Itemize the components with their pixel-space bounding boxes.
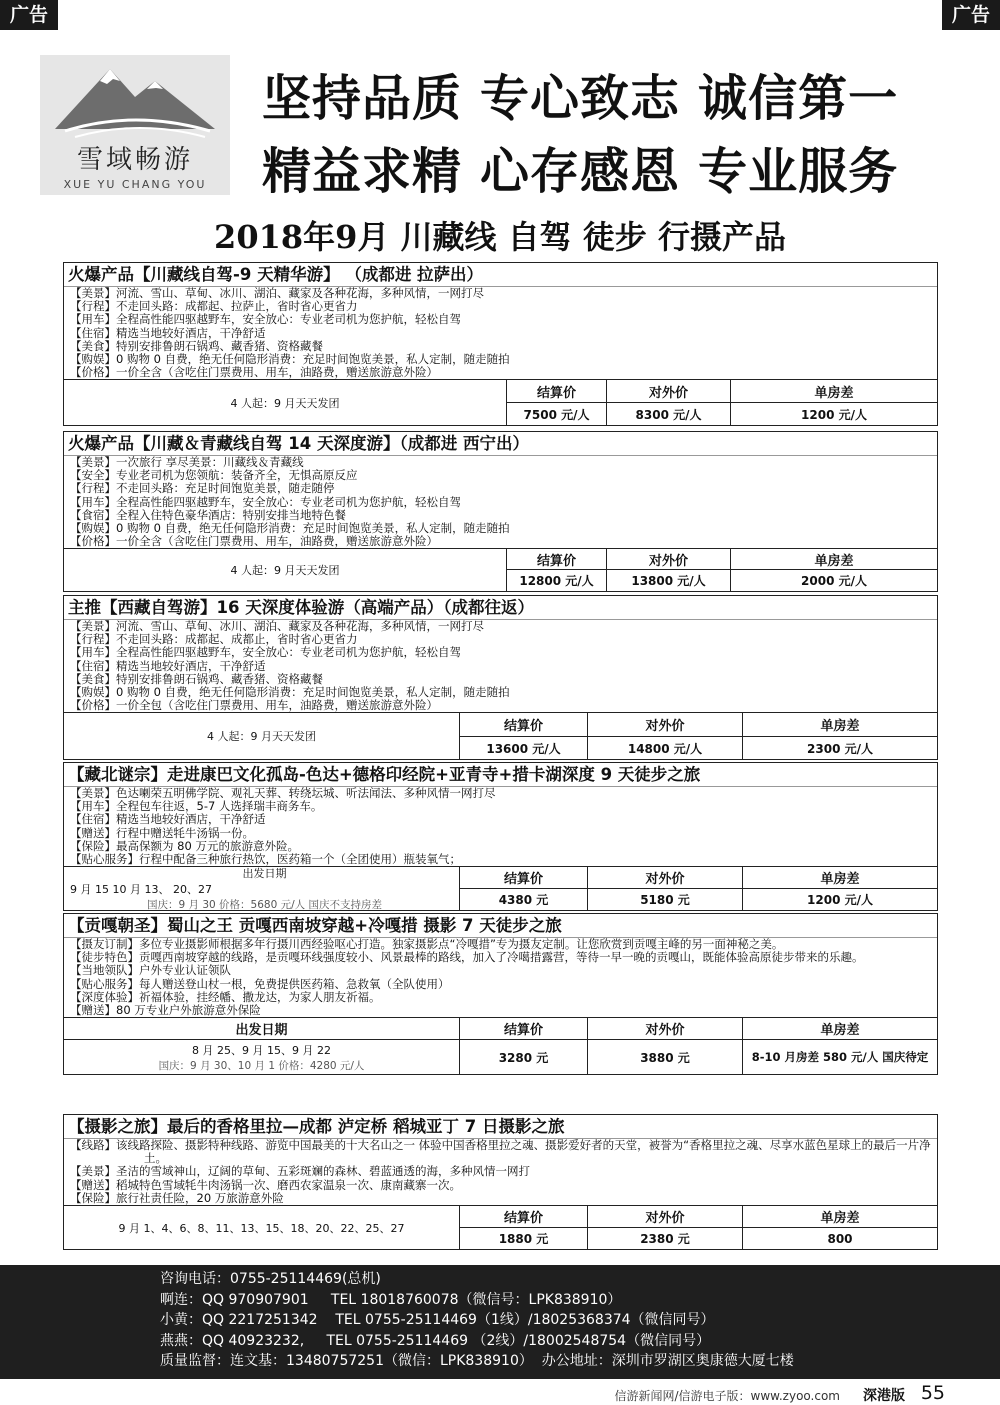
departure-info xyxy=(64,867,459,910)
feature-line: 【当地领队】户外专业认证领队 xyxy=(70,964,231,978)
mountain-icon xyxy=(55,59,215,139)
feature-line: 【行程】不走回头路：成都起、成都止，省时省心更省力 xyxy=(70,633,358,647)
feature-line: 【贴心服务】行程中配备三种旅行热饮，医药箱一个（全团使用）瓶装氧气； xyxy=(70,853,461,867)
header-single-supplement: 单房差 xyxy=(730,380,937,403)
header-retail-price: 对外价 xyxy=(606,380,730,403)
feature-line: 【美景】河流、雪山、草甸、冰川、湖泊、藏家及各种花海，多种风情，一网打尽 xyxy=(70,287,484,300)
feature-line: 【用车】全程高性能四驱越野车，安全放心：专业老司机为您护航，轻松自驾 xyxy=(70,495,461,509)
single-supplement: 1200 元/人 xyxy=(730,403,937,425)
header-single-supplement: 单房差 xyxy=(730,549,937,570)
product-section-4 xyxy=(63,762,938,911)
section-title: 火爆产品【川藏线自驾-9 天精华游】 （成都进 拉萨出） xyxy=(64,263,937,287)
logo-name-en: XUE YU CHANG YOU xyxy=(63,178,207,191)
feature-line: 【价格】一价全包（含吃住门票费用、用车，油路费，赠送旅游意外险） xyxy=(70,699,438,713)
price-table xyxy=(64,712,937,759)
contact-line: 咨询电话：0755-25114469(总机) xyxy=(160,1271,381,1287)
retail-price: 3880 元 xyxy=(587,1040,742,1074)
feature-line: 【安全】专业老司机为您领航：装备齐全，无惧高原反应 xyxy=(70,469,358,483)
feature-line: 【购娱】0 购物 0 自费，绝无任何隐形消费：充足时间饱览美景，私人定制，随走随拍 xyxy=(70,353,510,367)
feature-line: 【线路】该线路探险、摄影特种线路、游览中国最美的十大名山之一 体验中国香格里拉之魂、摄影爱好者的天堂，被誉为“香格里拉之魂、尽享水蓝色星球上的最后一片净土。 xyxy=(70,1139,931,1166)
product-section-3 xyxy=(63,595,938,760)
holiday-note: 国庆：9 月 30、10 月 1 价格：4280 元/人 xyxy=(158,1059,365,1072)
page-number: 55 xyxy=(920,1382,945,1404)
header-single-supplement: 单房差 xyxy=(742,1018,937,1040)
price-table xyxy=(64,548,937,591)
page-footer xyxy=(0,1382,1000,1405)
product-section-6 xyxy=(63,1114,938,1250)
feature-line: 【美食】特别安排鲁朗石锅鸡、藏香猪、资格藏餐 xyxy=(70,672,323,686)
feature-line: 【行程】不走回头路：成都起、拉萨止，省时省心更省力 xyxy=(70,300,358,314)
main-title: 2018年9月 川藏线 自驾 徒步 行摄产品 xyxy=(214,218,786,256)
single-supplement: 800 xyxy=(742,1228,937,1249)
departure-dates: 4 人起：9 月天天发团 xyxy=(230,396,340,410)
product-section-2 xyxy=(63,431,938,592)
header-single-supplement: 单房差 xyxy=(742,713,937,737)
contact-line: 啊连：QQ 970907901 TEL 18018760078（微信号：LPK838910） xyxy=(160,1291,622,1308)
header-single-supplement: 单房差 xyxy=(742,867,937,889)
contact-line: 小黄：QQ 2217251342 TEL 0755-25114469（1线）/18025368374（微信同号） xyxy=(160,1312,715,1328)
contact-line: 质量监督：连文基：13480757251（微信：LPK838910） 办公地址：深圳市罗湖区奥康德大厦七楼 xyxy=(160,1353,794,1369)
feature-line: 【保险】最高保额为 80 万元的旅游意外险。 xyxy=(70,839,299,853)
settlement-price: 3280 元 xyxy=(459,1040,587,1074)
header-retail-price: 对外价 xyxy=(587,713,742,737)
departure-dates: 4 人起：9 月天天发团 xyxy=(207,730,316,744)
settlement-price: 4380 元 xyxy=(459,889,587,910)
feature-line: 【用车】全程包车往返，5-7 人选择瑞丰商务车。 xyxy=(70,800,323,814)
contact-line: 燕燕：QQ 40923232, TEL 0755-25114469 （2线）/18002548754（微信同号） xyxy=(160,1332,711,1349)
feature-line: 【住宿】精选当地较好酒店，干净舒适 xyxy=(70,813,266,827)
slogan-line-1: 坚持品质 专心致志 诚信第一 xyxy=(262,69,899,127)
feature-line: 【住宿】精选当地较好酒店，干净舒适 xyxy=(70,326,266,340)
departure-dates: 8 月 25、9 月 15、9 月 22 xyxy=(192,1043,331,1057)
header-single-supplement: 单房差 xyxy=(742,1206,937,1228)
single-supplement: 8-10 月房差 580 元/人 国庆待定 xyxy=(742,1040,937,1074)
feature-line: 【价格】一价全含（含吃住门票费用、用车，油路费，赠送旅游意外险） xyxy=(70,535,438,549)
edition-label: 深港版 xyxy=(863,1388,905,1404)
departure-dates: 4 人起：9 月天天发团 xyxy=(230,564,340,578)
retail-price: 14800 元/人 xyxy=(587,737,742,759)
slogan-line-2: 精益求精 心存感恩 专业服务 xyxy=(262,142,899,200)
header-retail-price: 对外价 xyxy=(587,1018,742,1040)
date-header: 出发日期 xyxy=(64,1018,459,1040)
departure-dates: 9 月 1、4、6、8、11、13、15、18、20、22、25、27 xyxy=(118,1221,405,1235)
contact-footer xyxy=(0,1265,1000,1379)
feature-line: 【行程】不走回头路：充足时间饱览美景，随走随停 xyxy=(70,482,335,496)
price-table xyxy=(64,866,937,910)
feature-line: 【徒步特色】贡嘎西南坡穿越的线路，是贡嘎环线强度较小、风景最棒的路线，加入了冷噶措露营，等待一早一晚的贡嘎山，既能体验高原徒步带来的乐趣。 xyxy=(70,951,864,965)
source-text: 信游新闻网/信游电子版：www.zyoo.com xyxy=(614,1389,840,1403)
retail-price: 8300 元/人 xyxy=(606,403,730,425)
header-settlement-price: 结算价 xyxy=(459,1018,587,1040)
date-header: 出发日期 xyxy=(242,867,287,881)
holiday-note: 国庆：9 月 30 价格：5680 元/人 国庆不支持房差 xyxy=(147,899,382,912)
logo-name-zh: 雪域畅游 xyxy=(76,145,193,175)
feature-line: 【住宿】精选当地较好酒店，干净舒适 xyxy=(70,659,266,673)
company-logo xyxy=(40,55,230,195)
single-supplement: 2000 元/人 xyxy=(730,570,937,591)
settlement-price: 7500 元/人 xyxy=(506,403,606,425)
feature-line: 【价格】一价全含（含吃住门票费用、用车，油路费，赠送旅游意外险） xyxy=(70,366,438,380)
section-title: 主推【西藏自驾游】16 天深度体验游（高端产品）（成都往返） xyxy=(64,596,937,620)
departure-dates: 9 月 15 10 月 13、 20、27 xyxy=(70,883,212,897)
section-title: 【贡嘎朝圣】蜀山之王 贡嘎西南坡穿越+冷嘎措 摄影 7 天徒步之旅 xyxy=(64,914,937,938)
feature-line: 【深度体验】祈福体验，挂经幡、撒龙达，为家人朋友祈福。 xyxy=(70,990,381,1004)
feature-line: 【贴心服务】每人赠送登山杖一根，免费提供医药箱、急救氧（全队使用） xyxy=(70,977,450,991)
feature-line: 【美食】特别安排鲁朗石锅鸡、藏香猪、资格藏餐 xyxy=(70,339,323,353)
header-retail-price: 对外价 xyxy=(587,1206,742,1228)
feature-line: 【美景】河流、雪山、草甸、冰川、湖泊、藏家及各种花海，多种风情，一网打尽 xyxy=(70,620,484,633)
retail-price: 13800 元/人 xyxy=(606,570,730,591)
price-table xyxy=(64,1205,937,1249)
settlement-price: 1880 元 xyxy=(459,1228,587,1249)
header-settlement-price: 结算价 xyxy=(459,867,587,889)
section-title: 火爆产品【川藏＆青藏线自驾 14 天深度游】（成都进 西宁出） xyxy=(64,432,937,456)
ad-label-left: 广告 xyxy=(0,0,58,30)
feature-line: 【用车】全程高性能四驱越野车，安全放心：专业老司机为您护航，轻松自驾 xyxy=(70,646,461,660)
header-retail-price: 对外价 xyxy=(606,549,730,570)
retail-price: 2380 元 xyxy=(587,1228,742,1249)
settlement-price: 12800 元/人 xyxy=(506,570,606,591)
section-title: 【藏北谜宗】走进康巴文化孤岛-色达+德格印经院+亚青寺+措卡湖深度 9 天徒步之旅 xyxy=(64,763,937,787)
settlement-price: 13600 元/人 xyxy=(459,737,587,759)
price-table xyxy=(64,379,937,425)
header-settlement-price: 结算价 xyxy=(459,713,587,737)
feature-line: 【赠送】行程中赠送牦牛汤锅一份。 xyxy=(70,826,254,840)
feature-line: 【美景】色达喇荣五明佛学院、观礼天葬、转绕坛城、听法闻法、多种风情一网打尽 xyxy=(70,787,496,800)
header-settlement-price: 结算价 xyxy=(506,380,606,403)
ad-label-right: 广告 xyxy=(942,0,1000,30)
single-supplement: 1200 元/人 xyxy=(742,889,937,910)
feature-line: 【赠送】稻城特色雪域牦牛肉汤锅一次、磨西农家温泉一次、康南藏寨一次。 xyxy=(70,1178,461,1192)
product-section-1 xyxy=(63,262,938,426)
feature-line: 【摄友订制】多位专业摄影师根据多年行摄川西经验呕心打造。独家摄影点“冷嘎措”专为摄友定制。让您欣赏到贡嘎主峰的另一面神秘之美。 xyxy=(70,938,784,951)
feature-line: 【赠送】80 万专业户外旅游意外保险 xyxy=(70,1004,261,1018)
feature-line: 【美景】圣洁的雪域神山，辽阔的草甸、五彩斑斓的森林、碧蓝通透的海，多种风情一网打 xyxy=(70,1165,530,1179)
single-supplement: 2300 元/人 xyxy=(742,737,937,759)
retail-price: 5180 元 xyxy=(587,889,742,910)
header-retail-price: 对外价 xyxy=(587,867,742,889)
price-table xyxy=(64,1017,937,1074)
feature-line: 【食宿】全程入住特色豪华酒店：特别安排当地特色餐 xyxy=(70,508,346,522)
feature-line: 【美景】一次旅行 享尽美景：川藏线＆青藏线 xyxy=(70,456,304,469)
departure-info xyxy=(64,1040,459,1074)
section-title: 【摄影之旅】最后的香格里拉—成都 泸定桥 稻城亚丁 7 日摄影之旅 xyxy=(64,1115,937,1139)
header-settlement-price: 结算价 xyxy=(506,549,606,570)
feature-line: 【保险】旅行社责任险，20 万旅游意外险 xyxy=(70,1191,284,1205)
feature-line: 【用车】全程高性能四驱越野车，安全放心：专业老司机为您护航，轻松自驾 xyxy=(70,313,461,327)
header-settlement-price: 结算价 xyxy=(459,1206,587,1228)
product-section-5 xyxy=(63,913,938,1075)
feature-line: 【购娱】0 购物 0 自费，绝无任何隐形消费：充足时间饱览美景，私人定制，随走随拍 xyxy=(70,686,510,700)
feature-line: 【购娱】0 购物 0 自费，绝无任何隐形消费：充足时间饱览美景，私人定制，随走随拍 xyxy=(70,522,510,536)
